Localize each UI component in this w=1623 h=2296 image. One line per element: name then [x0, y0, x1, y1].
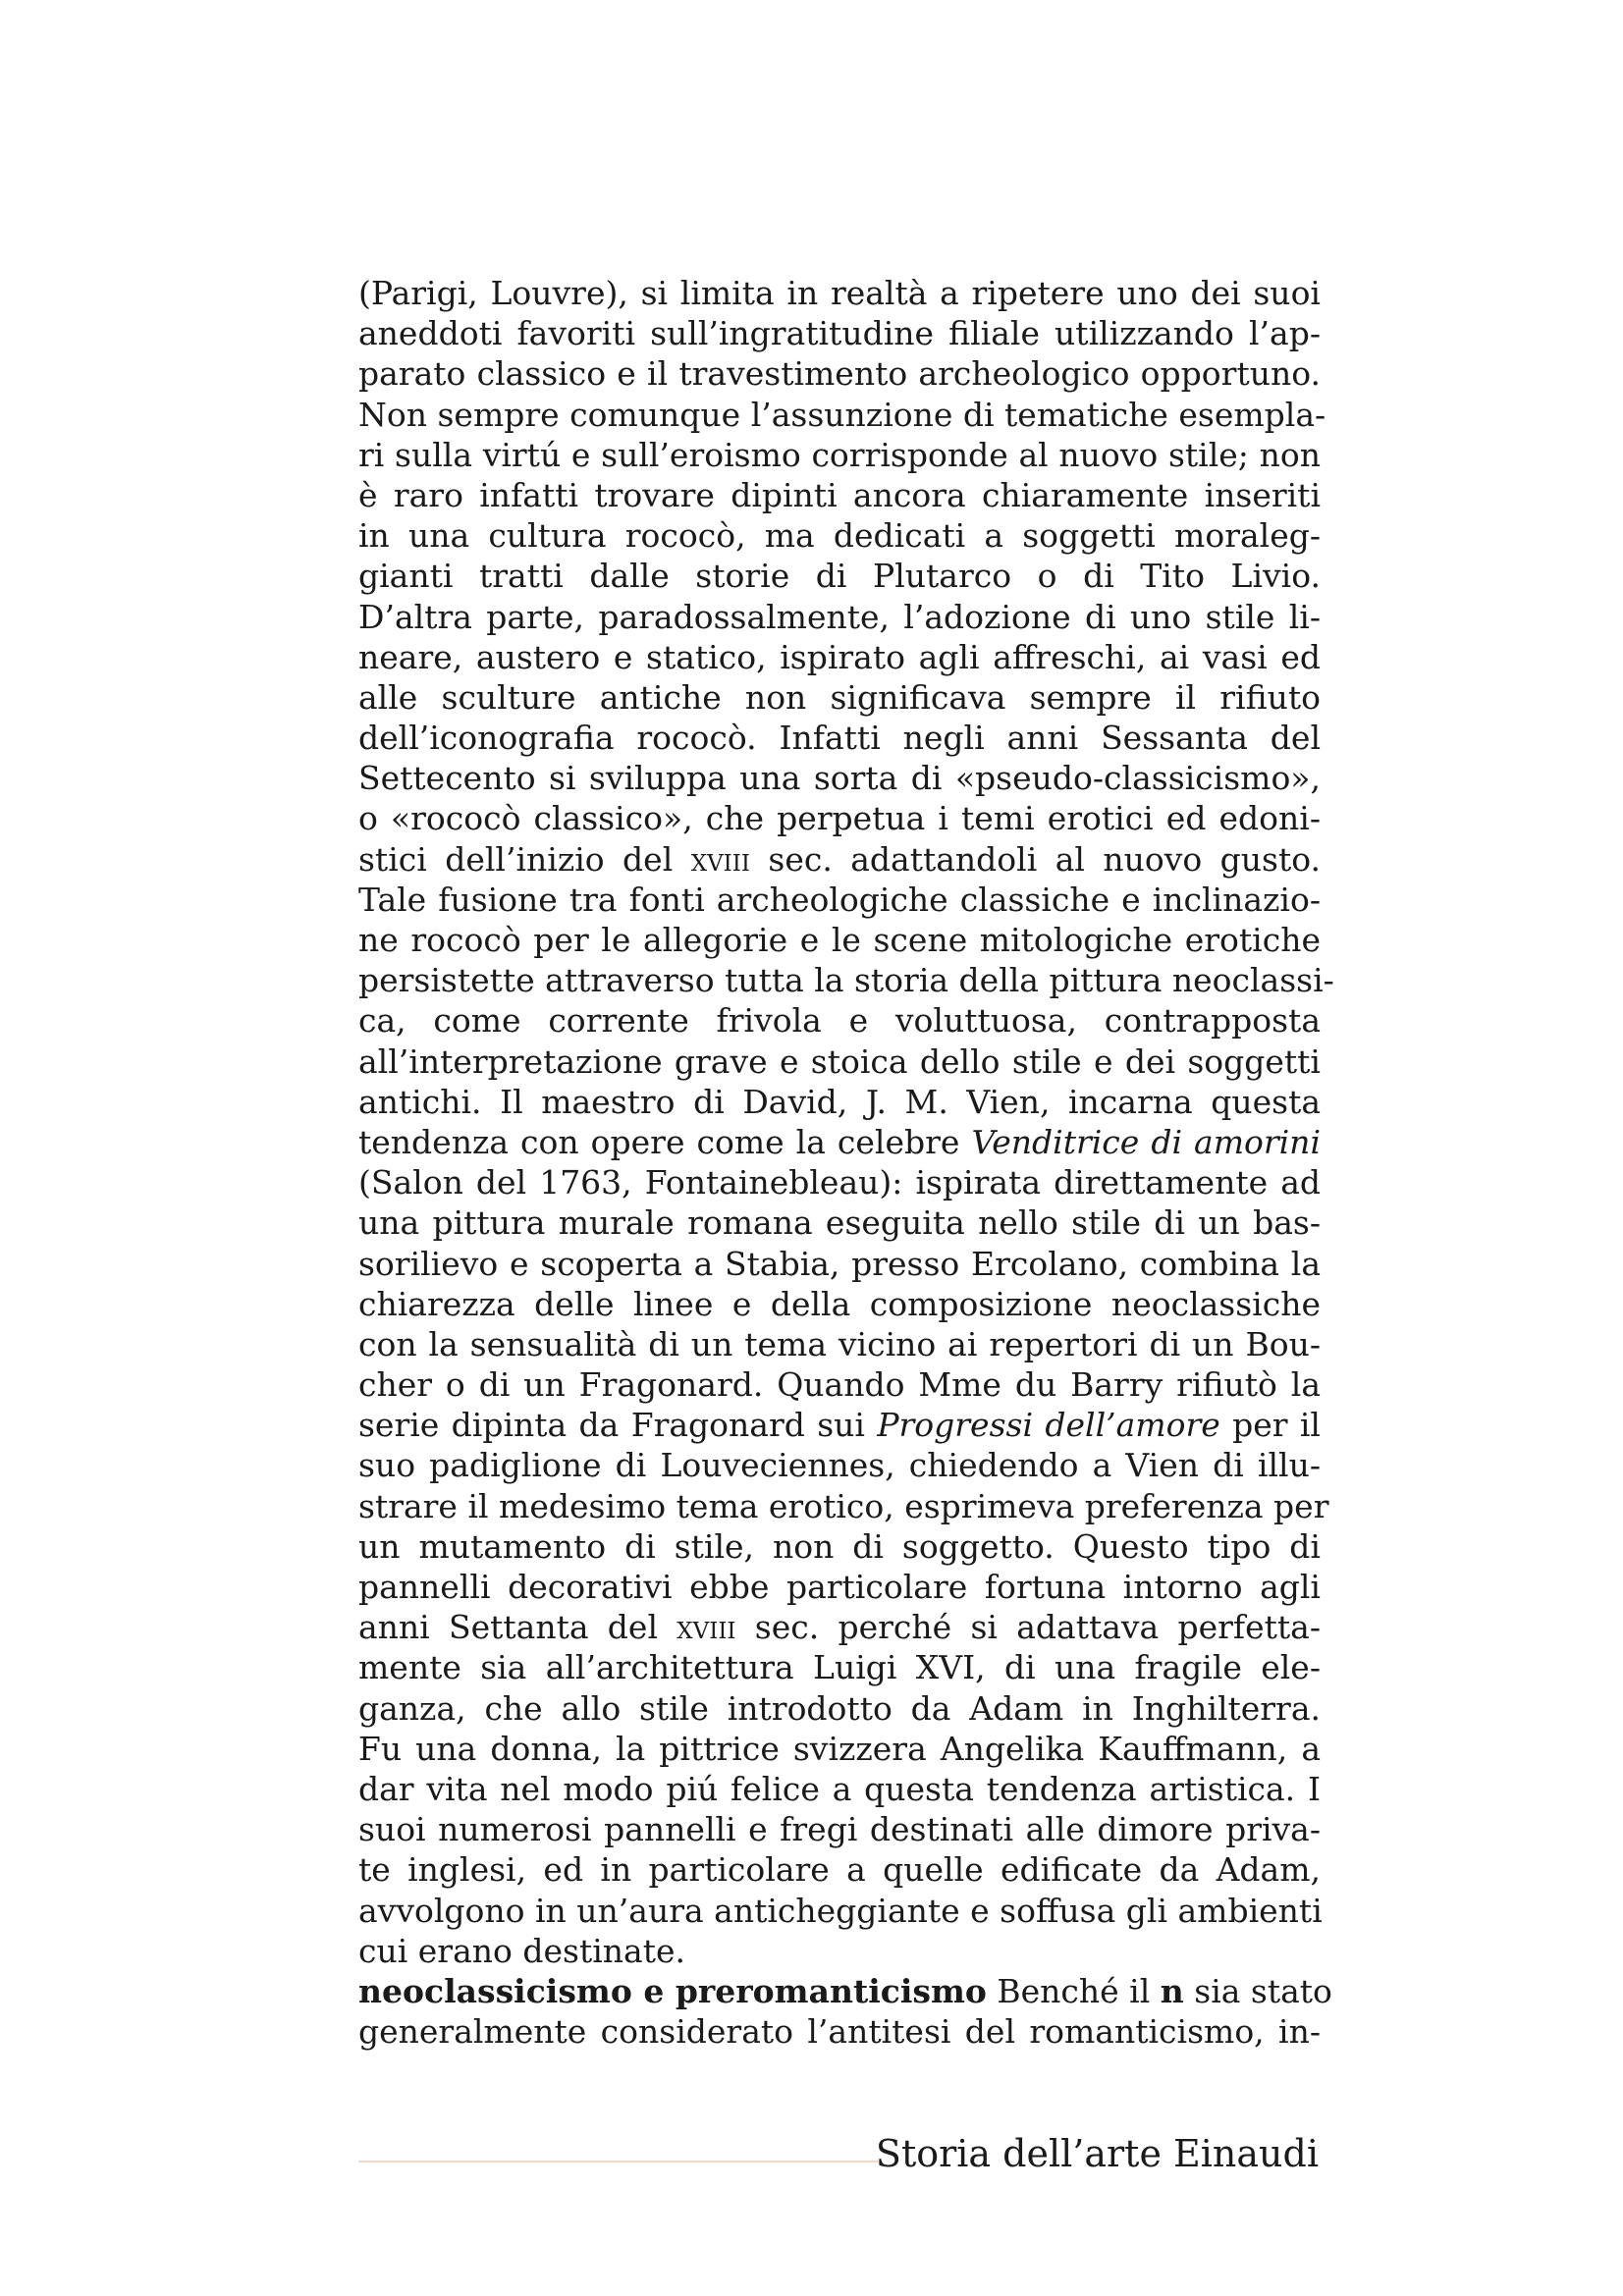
- text-run: all’interpretazione grave e stoica dello stile e dei soggetti: [358, 1041, 1321, 1081]
- century-numeral: xviii: [690, 839, 750, 879]
- text-line: [358, 1202, 1321, 1243]
- century-numeral: xviii: [676, 1608, 736, 1647]
- text-line: [358, 1122, 1321, 1162]
- text-line: [358, 1607, 1321, 1647]
- italic-title: Venditrice di amorini: [971, 1122, 1321, 1161]
- text-run: ne rococò per le allegorie e le scene mitologiche erotiche: [358, 921, 1321, 959]
- text-run: ganza, che allo stile introdotto da Adam in Inghilterra.: [358, 1688, 1321, 1728]
- text-run: sorilievo e scoperta a Stabia, presso Ercolano, combina la: [358, 1244, 1321, 1283]
- text-run: chiarezza delle linee e della composizione neoclassiche: [358, 1284, 1321, 1323]
- footer-rule: [358, 2161, 879, 2163]
- text-line: [358, 1000, 1321, 1041]
- text-line: [358, 435, 1321, 475]
- text-run: Settecento si sviluppa una sorta di «pseudo-classicismo»,: [358, 759, 1321, 798]
- text-run: Fu una donna, la pittrice svizzera Angelika Kauffmann, a: [358, 1729, 1321, 1768]
- text-line: [358, 1526, 1321, 1567]
- text-line: [358, 1809, 1321, 1849]
- text-run: una pittura murale romana eseguita nello stile di un bas-: [358, 1203, 1321, 1243]
- text-line: [358, 1688, 1321, 1729]
- text-line: [358, 718, 1321, 758]
- text-line: [358, 1647, 1321, 1687]
- text-line: [358, 798, 1321, 838]
- text-run: D’altra parte, paradossalmente, l’adozione di uno stile li-: [358, 597, 1321, 636]
- text-line: [358, 637, 1321, 677]
- text-run: Non sempre comunque l’assunzione di tematiche esempla-: [358, 395, 1326, 434]
- text-run: sia stato: [1183, 1971, 1332, 2010]
- text-line: [358, 395, 1326, 435]
- text-run: ri sulla virtú e sull’eroismo corrisponde al nuovo stile; non: [358, 435, 1321, 474]
- body-text: [358, 273, 1334, 2052]
- text-run: Tale fusione tra fonti archeologiche classiche e inclinazio-: [358, 880, 1321, 919]
- text-run: sec. perché si adattava perfetta-: [735, 1608, 1322, 1647]
- text-line: [358, 1729, 1321, 1769]
- text-line: [358, 758, 1321, 798]
- text-line: [358, 1849, 1321, 1890]
- text-run: è raro infatti trovare dipinti ancora chiaramente inseriti: [358, 475, 1321, 514]
- text-line: [358, 1445, 1321, 1485]
- text-line: [358, 475, 1321, 515]
- text-run: suo padiglione di Louveciennes, chiedendo a Vien di illu-: [358, 1446, 1321, 1485]
- text-run: antichi. Il maestro di David, J. M. Vien, incarna questa: [358, 1082, 1321, 1121]
- bold-term: n: [1160, 1971, 1184, 2010]
- text-line: [358, 1486, 1329, 1526]
- text-line: [358, 1769, 1321, 1809]
- text-run: Benché il: [986, 1971, 1161, 2010]
- text-run: pannelli decorativi ebbe particolare fortuna intorno agli: [358, 1568, 1321, 1606]
- text-run: dar vita nel modo piú felice a questa tendenza artistica. I: [358, 1769, 1321, 1808]
- text-run: cher o di un Fragonard. Quando Mme du Barry rifiutò la: [358, 1365, 1321, 1405]
- text-line: [358, 556, 1321, 596]
- text-line: [358, 515, 1321, 556]
- text-run: in una cultura rococò, ma dedicati a soggetti moraleg-: [358, 516, 1321, 556]
- text-run: generalmente considerato l’antitesi del romanticismo, in-: [358, 2012, 1321, 2052]
- text-line: [358, 1364, 1321, 1405]
- text-line: [358, 960, 1334, 1000]
- text-run: te inglesi, ed in particolare a quelle edificate da Adam,: [358, 1850, 1321, 1890]
- bold-term: neoclassicismo e preromanticismo: [358, 1971, 987, 2010]
- text-line: [358, 2011, 1321, 2052]
- italic-title: Progressi dell’amore: [877, 1406, 1220, 1445]
- text-line: [358, 353, 1321, 394]
- text-run: aneddoti favoriti sull’ingratitudine filiale utilizzando l’ap-: [358, 314, 1321, 353]
- text-line: [358, 1041, 1321, 1082]
- text-run: (Parigi, Louvre), si limita in realtà a ripetere uno dei suoi: [358, 274, 1321, 312]
- text-run: alle sculture antiche non significava sempre il rifiuto: [358, 677, 1321, 717]
- text-line: [358, 1567, 1321, 1607]
- text-line: [358, 1244, 1321, 1284]
- text-line: [358, 677, 1321, 718]
- text-run: cui erano destinate.: [358, 1931, 685, 1970]
- text-line: [358, 1324, 1321, 1364]
- text-run: neare, austero e statico, ispirato agli affreschi, ai vasi ed: [358, 637, 1321, 676]
- text-line: [358, 1284, 1321, 1324]
- text-line: [358, 1082, 1321, 1122]
- text-run: un mutamento di stile, non di soggetto. Questo tipo di: [358, 1526, 1321, 1566]
- text-run: per il: [1219, 1406, 1321, 1445]
- text-line: [358, 597, 1321, 637]
- text-run: tendenza con opere come la celebre: [358, 1122, 972, 1161]
- text-line: [358, 313, 1321, 353]
- text-line: [358, 1931, 1321, 1971]
- text-line: [358, 920, 1321, 960]
- text-run: con la sensualità di un tema vicino ai repertori di un Bou-: [358, 1324, 1321, 1363]
- text-line: [358, 839, 1321, 880]
- text-run: stici dell’inizio del: [358, 839, 691, 879]
- text-run: anni Settanta del: [358, 1608, 677, 1647]
- text-run: suoi numerosi pannelli e fregi destinati alle dimore priva-: [358, 1810, 1321, 1849]
- text-line: [358, 1971, 1332, 2011]
- text-line: [358, 1405, 1321, 1445]
- text-run: ca, come corrente frivola e voluttuosa, contrapposta: [358, 1001, 1321, 1041]
- text-run: parato classico e il travestimento archeologico opportuno.: [358, 354, 1321, 394]
- text-line: [358, 1162, 1321, 1202]
- text-run: strare il medesimo tema erotico, esprimeva preferenza per: [358, 1486, 1329, 1525]
- text-run: avvolgono in un’aura anticheggiante e soffusa gli ambienti: [358, 1891, 1323, 1930]
- text-line: [358, 1891, 1321, 1931]
- text-run: persistette attraverso tutta la storia della pittura neoclassi-: [358, 961, 1334, 1000]
- text-line: [358, 273, 1321, 313]
- text-line: [358, 880, 1321, 920]
- text-run: mente sia all’architettura Luigi XVI, di una fragile ele-: [358, 1648, 1321, 1687]
- text-run: serie dipinta da Fragonard sui: [358, 1406, 878, 1445]
- text-run: sec. adattandoli al nuovo gusto.: [749, 839, 1322, 879]
- text-run: (Salon del 1763, Fontainebleau): ispirata direttamente ad: [358, 1163, 1321, 1202]
- text-run: dell’iconografia rococò. Infatti negli anni Sessanta del: [358, 719, 1321, 758]
- text-run: gianti tratti dalle storie di Plutarco o di Tito Livio.: [358, 557, 1321, 596]
- text-run: o «rococò classico», che perpetua i temi erotici ed edoni-: [358, 799, 1321, 838]
- footer-title: Storia dell’arte Einaudi: [875, 2132, 1319, 2175]
